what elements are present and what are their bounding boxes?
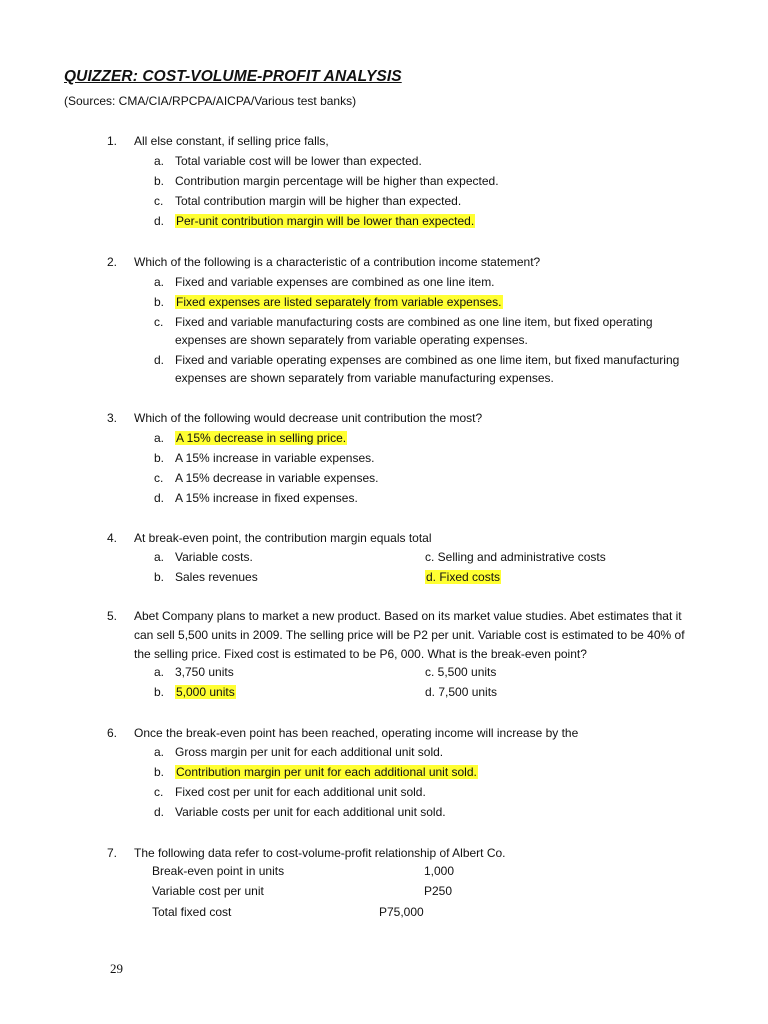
question-number: 2. (107, 255, 118, 269)
option-letter: c. (154, 471, 164, 485)
option-text: Fixed and variable expenses are combined as one line item. (175, 275, 495, 289)
option-letter: b. (154, 685, 165, 699)
option-text: A 15% increase in fixed expenses. (175, 491, 358, 505)
question-number: 1. (107, 134, 118, 148)
option-text: Fixed and variable manufacturing costs are combined as one line item, but fixed operating expenses are shown separately from variable operating expenses. (175, 315, 653, 347)
option-letter: c. (154, 194, 164, 208)
question-text: The following data refer to cost-volume-profit relationship of Albert Co. (134, 846, 506, 860)
option-letter: a. (154, 431, 165, 445)
option-text-col2: c. Selling and administrative costs (425, 550, 606, 564)
option-letter: d. (154, 214, 165, 228)
question-text: At break-even point, the contribution margin equals total (134, 531, 432, 545)
option-letter: a. (154, 154, 165, 168)
option-text: Variable costs per unit for each additional unit sold. (175, 805, 446, 819)
option-text-col2: c. 5,500 units (425, 665, 497, 679)
highlighted-answer: Contribution margin per unit for each additional unit sold. (176, 765, 477, 779)
question-number: 5. (107, 609, 118, 623)
option-text: Fixed and variable operating expenses are combined as one lime item, but fixed manufacturing expenses are shown separately from variable manufacturing expenses. (175, 353, 680, 385)
option-text: A 15% increase in variable expenses. (175, 451, 375, 465)
option-letter: c. (154, 315, 164, 329)
sources-line: (Sources: CMA/CIA/RPCPA/AICPA/Various test banks) (64, 94, 357, 108)
question-text: Which of the following is a characteristic of a contribution income statement? (134, 255, 541, 269)
option-text: A 15% decrease in variable expenses. (175, 471, 379, 485)
data-value: P75,000 (379, 905, 424, 919)
question-text: Which of the following would decrease unit contribution the most? (134, 411, 483, 425)
option-letter: b. (154, 570, 165, 584)
option-text: Gross margin per unit for each additional unit sold. (175, 745, 444, 759)
option-letter: c. (154, 785, 164, 799)
question-text: Once the break-even point has been reached, operating income will increase by the (134, 726, 579, 740)
question-number: 4. (107, 531, 118, 545)
page-title: QUIZZER: COST-VOLUME-PROFIT ANALYSIS (64, 68, 402, 85)
option-text-col2: d. 7,500 units (425, 685, 498, 699)
highlighted-answer: Per-unit contribution margin will be lower than expected. (176, 214, 475, 228)
data-label: Total fixed cost (152, 905, 232, 919)
highlighted-answer: Fixed expenses are listed separately from variable expenses. (176, 295, 502, 309)
option-text: Total variable cost will be lower than expected. (175, 154, 422, 168)
option-text: Contribution margin percentage will be higher than expected. (175, 174, 499, 188)
data-label: Break-even point in units (152, 864, 285, 878)
highlighted-answer: d. Fixed costs (426, 570, 501, 584)
option-letter: a. (154, 665, 165, 679)
option-letter: a. (154, 275, 165, 289)
page-number: 29 (110, 961, 123, 976)
option-text: Sales revenues (175, 570, 258, 584)
option-text: Fixed cost per unit for each additional unit sold. (175, 785, 426, 799)
option-letter: d. (154, 805, 165, 819)
option-letter: a. (154, 550, 165, 564)
option-text: Total contribution margin will be higher than expected. (175, 194, 462, 208)
data-value: P250 (424, 884, 453, 898)
option-letter: d. (154, 491, 165, 505)
question-number: 6. (107, 726, 118, 740)
option-text: 3,750 units (175, 665, 234, 679)
option-letter: b. (154, 765, 165, 779)
data-label: Variable cost per unit (152, 884, 264, 898)
question-text: Abet Company plans to market a new product. Based on its market value studies. Abet estimates that it can sell 5,500 units in 2009. The selling price will be P2 per unit. Variable cost is estimated to be 40% of the selling price. Fixed cost is estimated to be P6, 000. What is the break-even point? (134, 609, 685, 661)
question-number: 3. (107, 411, 118, 425)
data-value: 1,000 (424, 864, 455, 878)
question-text: All else constant, if selling price falls, (134, 134, 329, 148)
option-letter: b. (154, 295, 165, 309)
option-letter: d. (154, 353, 165, 367)
option-letter: a. (154, 745, 165, 759)
highlighted-answer: 5,000 units (176, 685, 235, 699)
option-letter: b. (154, 451, 165, 465)
option-text: Variable costs. (175, 550, 253, 564)
question-number: 7. (107, 846, 118, 860)
option-letter: b. (154, 174, 165, 188)
highlighted-answer: A 15% decrease in selling price. (176, 431, 347, 445)
